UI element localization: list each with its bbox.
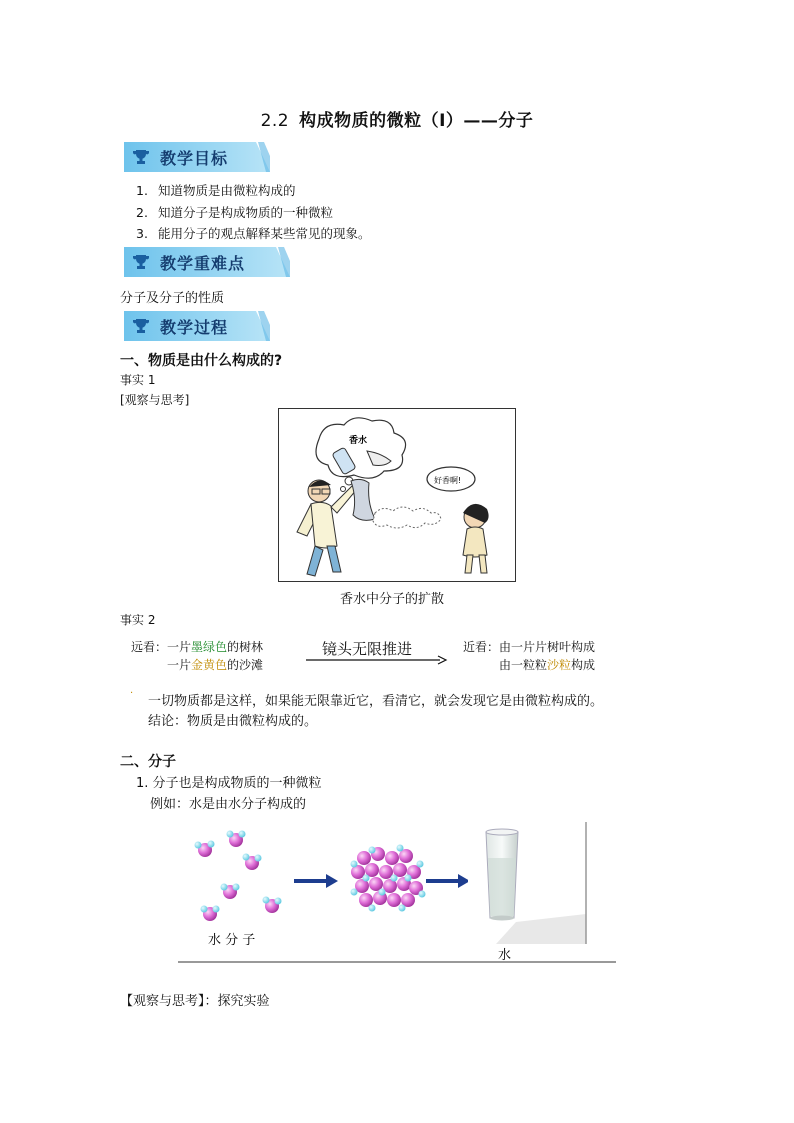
page-title [0, 106, 794, 131]
banner-goals [124, 142, 270, 172]
observe-label: [观察与思考] [120, 393, 190, 407]
arrow-right-icon [294, 874, 338, 888]
molecule-cluster [351, 845, 426, 912]
figure-caption: 香水中分子的扩散 [340, 592, 445, 607]
water-label: 水 [498, 948, 512, 963]
trophy-icon [132, 253, 150, 271]
molecule-label: 水 分 子 [208, 933, 256, 948]
title-number: 2.2 [260, 111, 290, 131]
fact-label: 事实 1 [120, 373, 156, 387]
key-points-text: 分子及分子的性质 [120, 291, 225, 306]
section-heading: 二、分子 [120, 754, 176, 770]
bubble-left-text: 香水 [349, 436, 368, 446]
fact-label: 事实 2 [120, 613, 156, 627]
title-text: 构成物质的微粒（I）——分子 [299, 111, 534, 131]
bullet: · [130, 688, 134, 699]
section-heading: 一、物质是由什么构成的? [120, 353, 283, 369]
list-item: 1. 知道物质是由微粒构成的 [136, 183, 296, 198]
far-view: 远看：一片墨绿色的树林 一片金黄色的沙滩 [131, 640, 264, 672]
arrow-label: 镜头无限推进 [322, 640, 413, 658]
conclusion: 结论：物质是由微粒构成的。 [148, 714, 318, 729]
water-molecule-figure [176, 818, 618, 966]
trophy-icon [132, 317, 150, 335]
paragraph: 一切物质都是这样，如果能无限靠近它，看清它，就会发现它是由微粒构成的。 [148, 694, 604, 709]
example-text: 例如：水是由水分子构成的 [150, 797, 307, 812]
footer-line: 【观察与思考】：探究实验 [120, 994, 270, 1009]
goals-list [136, 180, 371, 245]
banner-key-points [124, 247, 290, 277]
banner-label: 教学重难点 [160, 254, 246, 273]
arrow-right-icon [426, 874, 470, 888]
list-item: 1. 分子也是构成物质的一种微粒 [136, 776, 322, 791]
bubble-right-text: 好香啊! [434, 476, 462, 485]
banner-label: 教学过程 [160, 318, 229, 337]
water-glass-photo [468, 822, 586, 944]
arrow-right-icon [306, 654, 448, 666]
list-item: 3. 能用分子的观点解释某些常见的现象。 [136, 226, 371, 241]
perfume-scene [279, 409, 515, 581]
perfume-illustration [278, 408, 516, 582]
list-item: 2. 知道分子是构成物质的一种微粒 [136, 204, 334, 220]
scattered-molecules [195, 831, 282, 922]
near-view: 近看：由一片片树叶构成 由一粒粒沙粒构成 [463, 640, 596, 672]
trophy-icon [132, 148, 150, 166]
banner-process [124, 311, 270, 341]
banner-label: 教学目标 [160, 149, 229, 168]
